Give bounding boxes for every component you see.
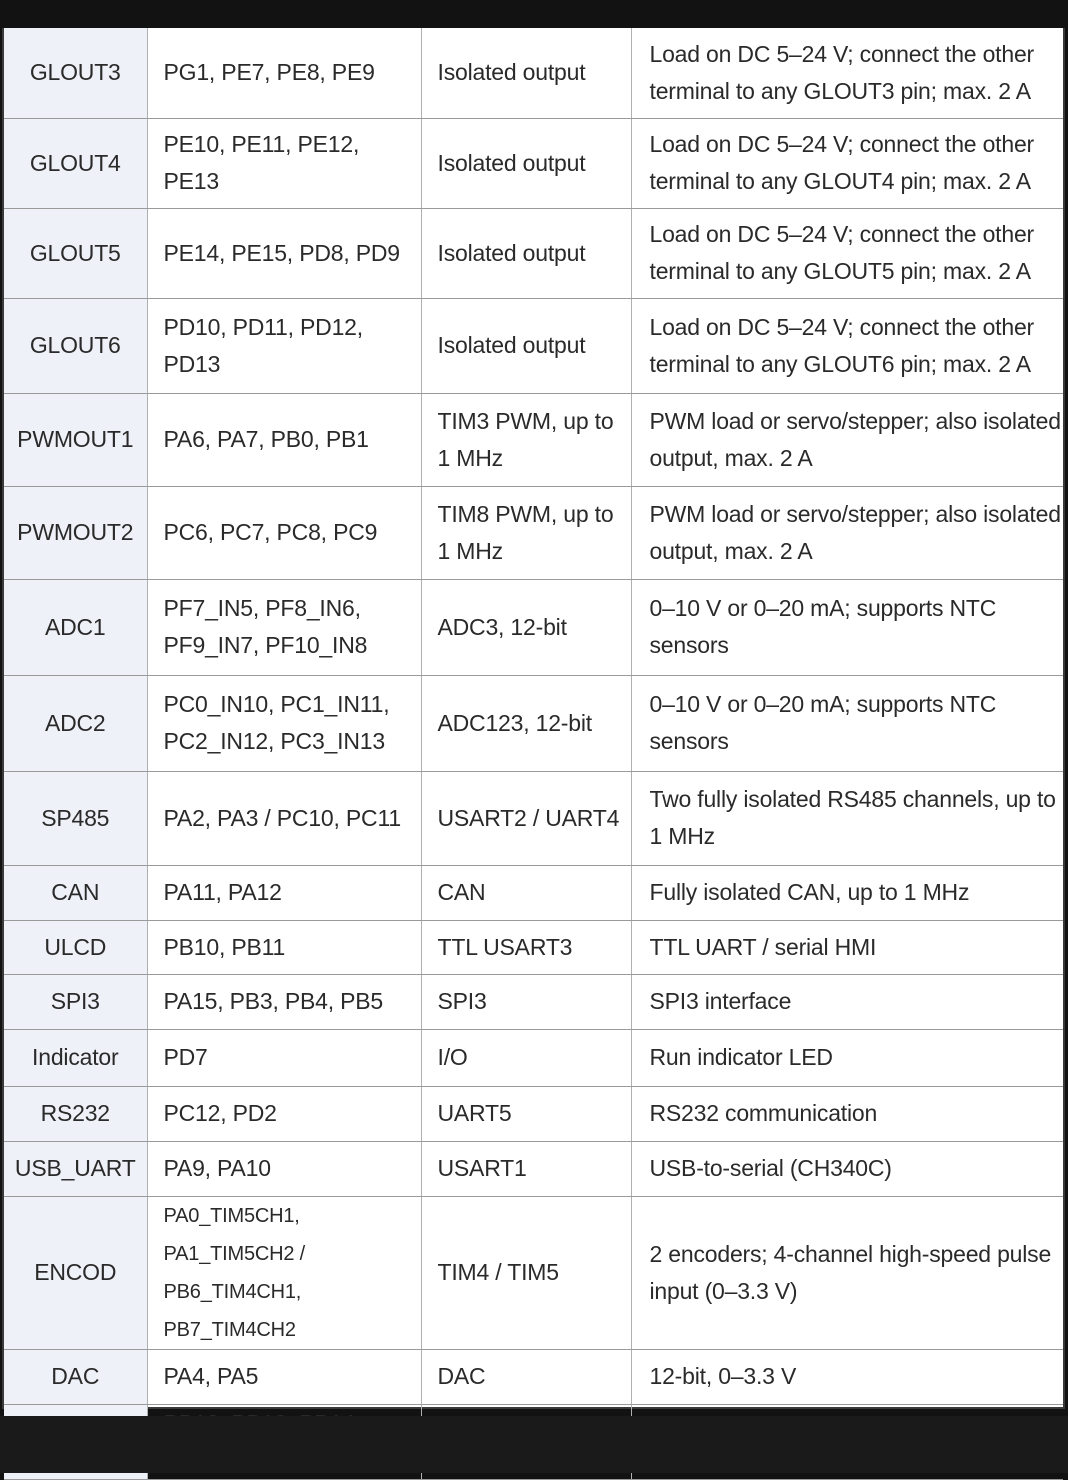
interface-name-cell: RS232: [4, 1086, 147, 1141]
description-cell: Load on DC 5–24 V; connect the other terminal to any GLOUT5 pin; max. 2 A: [631, 208, 1063, 298]
table-row: [4, 771, 1063, 865]
description-cell: RS232 communication: [631, 1086, 1063, 1141]
interface-name-cell: CAN: [4, 865, 147, 920]
interface-name-cell: ULCD: [4, 920, 147, 974]
description-cell: Two fully isolated RS485 channels, up to 1 MHz: [631, 771, 1063, 865]
pin-list-cell: PE10, PE11, PE12, PE13: [147, 118, 421, 208]
description-cell: PWM load or servo/stepper; also isolated output, max. 2 A: [631, 393, 1063, 486]
description-cell: 2 encoders; 4-channel high-speed pulse input (0–3.3 V): [631, 1196, 1063, 1349]
top-dark-band: [0, 0, 1068, 28]
peripheral-function-cell: Isolated output: [421, 28, 631, 118]
pin-list-cell: PA9, PA10: [147, 1141, 421, 1196]
peripheral-function-cell: CAN: [421, 865, 631, 920]
interface-name-cell: GLOUT3: [4, 28, 147, 118]
table-row: [4, 1349, 1063, 1404]
peripheral-function-cell: Isolated output: [421, 208, 631, 298]
interface-name-cell: ENCOD: [4, 1196, 147, 1349]
peripheral-function-cell: USART2 / UART4: [421, 771, 631, 865]
description-cell: 12-bit, 0–3.3 V: [631, 1349, 1063, 1404]
interface-name-cell: GLOUT4: [4, 118, 147, 208]
description-cell: USB-to-serial (CH340C): [631, 1141, 1063, 1196]
interface-name-cell: GLOUT6: [4, 298, 147, 393]
peripheral-function-cell: SPI3: [421, 974, 631, 1029]
pin-list-cell: PA0_TIM5CH1, PA1_TIM5CH2 / PB6_TIM4CH1, PB7_TIM4CH2: [147, 1196, 421, 1349]
description-cell: Run indicator LED: [631, 1029, 1063, 1086]
pin-list-cell: PE14, PE15, PD8, PD9: [147, 208, 421, 298]
peripheral-function-cell: UART5: [421, 1086, 631, 1141]
table-row: [4, 1086, 1063, 1141]
peripheral-function-cell: USART1: [421, 1141, 631, 1196]
table-row: [4, 1196, 1063, 1349]
interface-name-cell: ADC2: [4, 675, 147, 771]
description-cell: Fully isolated CAN, up to 1 MHz: [631, 865, 1063, 920]
bottom-dark-band: [0, 1416, 1068, 1473]
peripheral-function-cell: ADC3, 12-bit: [421, 579, 631, 675]
table-row: [4, 1141, 1063, 1196]
pin-table-body: [4, 28, 1063, 1479]
table-row: [4, 865, 1063, 920]
table-row: [4, 486, 1063, 579]
peripheral-function-cell: DAC: [421, 1349, 631, 1404]
peripheral-function-cell: Isolated output: [421, 118, 631, 208]
interface-name-cell: USB_UART: [4, 1141, 147, 1196]
interface-name-cell: GLOUT5: [4, 208, 147, 298]
peripheral-function-cell: TIM4 / TIM5: [421, 1196, 631, 1349]
description-cell: Load on DC 5–24 V; connect the other terminal to any GLOUT3 pin; max. 2 A: [631, 28, 1063, 118]
pin-list-cell: PG1, PE7, PE8, PE9: [147, 28, 421, 118]
table-row: [4, 393, 1063, 486]
pin-list-cell: PC0_IN10, PC1_IN11, PC2_IN12, PC3_IN13: [147, 675, 421, 771]
pin-list-cell: PA2, PA3 / PC10, PC11: [147, 771, 421, 865]
description-cell: Load on DC 5–24 V; connect the other terminal to any GLOUT4 pin; max. 2 A: [631, 118, 1063, 208]
pin-list-cell: PA4, PA5: [147, 1349, 421, 1404]
pin-list-cell: PB10, PB11: [147, 920, 421, 974]
peripheral-function-cell: Isolated output: [421, 298, 631, 393]
peripheral-function-cell: TIM3 PWM, up to 1 MHz: [421, 393, 631, 486]
interface-name-cell: ADC1: [4, 579, 147, 675]
peripheral-function-cell: TTL USART3: [421, 920, 631, 974]
pin-list-cell: PD10, PD11, PD12, PD13: [147, 298, 421, 393]
pin-list-cell: PC6, PC7, PC8, PC9: [147, 486, 421, 579]
pin-table-sheet: [2, 28, 1065, 1409]
table-row: [4, 298, 1063, 393]
description-cell: TTL UART / serial HMI: [631, 920, 1063, 974]
peripheral-function-cell: TIM8 PWM, up to 1 MHz: [421, 486, 631, 579]
pin-list-cell: PF7_IN5, PF8_IN6, PF9_IN7, PF10_IN8: [147, 579, 421, 675]
pin-list-cell: PA6, PA7, PB0, PB1: [147, 393, 421, 486]
description-cell: 0–10 V or 0–20 mA; supports NTC sensors: [631, 675, 1063, 771]
interface-name-cell: PWMOUT1: [4, 393, 147, 486]
pin-assignment-table: [4, 28, 1063, 1480]
interface-name-cell: SPI3: [4, 974, 147, 1029]
description-cell: PWM load or servo/stepper; also isolated output, max. 2 A: [631, 486, 1063, 579]
pin-list-cell: PA11, PA12: [147, 865, 421, 920]
interface-name-cell: PWMOUT2: [4, 486, 147, 579]
pin-list-cell: PC12, PD2: [147, 1086, 421, 1141]
description-cell: Load on DC 5–24 V; connect the other terminal to any GLOUT6 pin; max. 2 A: [631, 298, 1063, 393]
table-row: [4, 28, 1063, 118]
table-row: [4, 208, 1063, 298]
table-row: [4, 1029, 1063, 1086]
peripheral-function-cell: I/O: [421, 1029, 631, 1086]
description-cell: 0–10 V or 0–20 mA; supports NTC sensors: [631, 579, 1063, 675]
interface-name-cell: SP485: [4, 771, 147, 865]
description-cell: SPI3 interface: [631, 974, 1063, 1029]
table-row: [4, 675, 1063, 771]
table-row: [4, 579, 1063, 675]
interface-name-cell: DAC: [4, 1349, 147, 1404]
interface-name-cell: Indicator: [4, 1029, 147, 1086]
table-row: [4, 920, 1063, 974]
pin-list-cell: PA15, PB3, PB4, PB5: [147, 974, 421, 1029]
table-row: [4, 974, 1063, 1029]
pin-list-cell: PD7: [147, 1029, 421, 1086]
peripheral-function-cell: ADC123, 12-bit: [421, 675, 631, 771]
table-row: [4, 118, 1063, 208]
